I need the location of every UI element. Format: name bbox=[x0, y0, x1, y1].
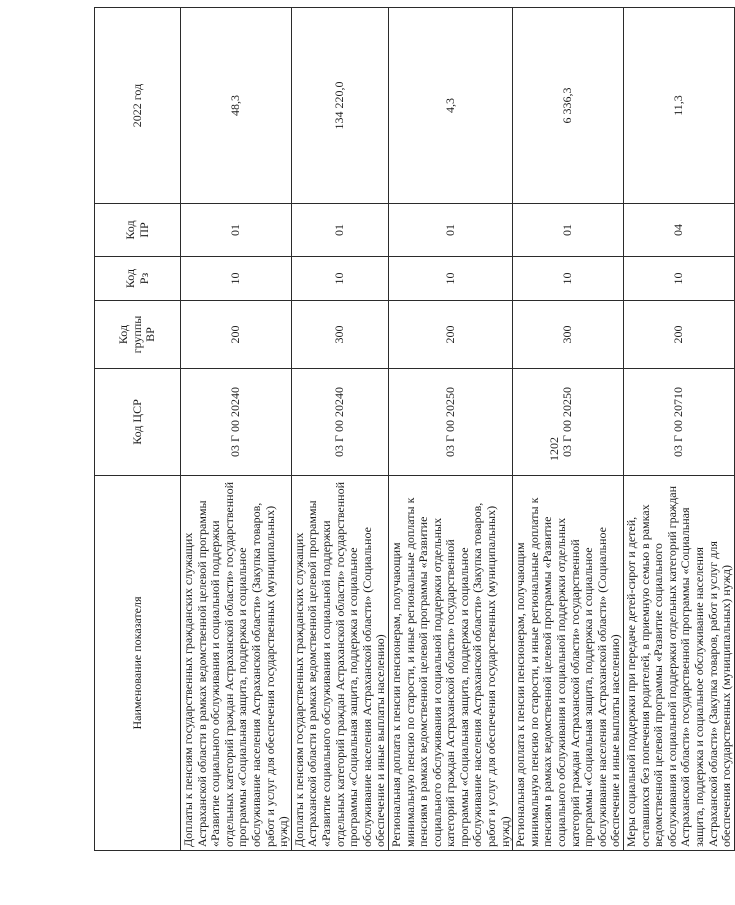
table-row bbox=[513, 8, 624, 851]
row-rz: 10 bbox=[181, 257, 292, 301]
row-year: 4,3 bbox=[388, 8, 512, 204]
row-name: Доплаты к пенсиям государственных гражданских служащих Астраханской области в рамках ведомственной целевой программы «Развитие социального обслуживания и социальной поддержки отдельных категорий граждан Астраханской области» государственной программы «Социальная защита, поддержка и социальное обслуживание населения Астраханской области» (Социальное обеспечение и иные выплаты населению) bbox=[291, 476, 388, 851]
rotated-page bbox=[94, 8, 734, 856]
row-pr: 01 bbox=[181, 204, 292, 257]
row-name: Доплаты к пенсиям государственных гражданских служащих Астраханской области в рамках ведомственной целевой программы «Развитие социального обслуживания и социальной поддержки отдельных категорий граждан Астраханской области» государственной программы «Социальная защита, поддержка и социальное обслуживание населения Астраханской области» (Закупка товаров, работ и услуг для обеспечения государственных (муниципальных) нужд) bbox=[181, 476, 292, 851]
row-year: 134 220,0 bbox=[291, 8, 388, 204]
row-pr: 01 bbox=[388, 204, 512, 257]
budget-table bbox=[94, 7, 735, 851]
header-year: 2022 год bbox=[95, 8, 181, 204]
page-number: 1202 bbox=[547, 437, 561, 461]
header-pr bbox=[95, 204, 181, 257]
row-year: 11,3 bbox=[624, 8, 735, 204]
header-rz bbox=[95, 257, 181, 301]
row-pr: 04 bbox=[624, 204, 735, 257]
row-csr: 03 Г 00 20250 bbox=[513, 369, 624, 476]
header-group-vr-line: Код bbox=[116, 324, 131, 345]
row-csr: 03 Г 00 20240 bbox=[181, 369, 292, 476]
row-group-vr: 300 bbox=[513, 301, 624, 369]
row-csr: 03 Г 00 20710 bbox=[624, 369, 735, 476]
row-name: Меры социальной поддержки при передаче детей-сирот и детей, оставшихся без попечения родителей, в приемную семью в рамках ведомственной целевой программы «Развитие социального обслуживания и социальной поддержки отдельных категорий граждан Астраханской области» государственной программы «Социальная защита, поддержка и социальное обслуживание населения Астраханской области» (Закупка товаров, работ и услуг для обеспечения государственных (муниципальных) нужд) bbox=[624, 476, 735, 851]
row-rz: 10 bbox=[291, 257, 388, 301]
header-rz-line: Код bbox=[122, 268, 137, 289]
row-rz: 10 bbox=[513, 257, 624, 301]
table-header-row bbox=[95, 8, 181, 851]
row-group-vr: 200 bbox=[181, 301, 292, 369]
header-group-vr bbox=[95, 301, 181, 369]
row-csr: 03 Г 00 20240 bbox=[291, 369, 388, 476]
header-rz-line: Рз bbox=[136, 272, 151, 285]
header-csr: Код ЦСР bbox=[95, 369, 181, 476]
header-group-vr-line: группы bbox=[129, 315, 144, 354]
table-row bbox=[388, 8, 512, 851]
row-group-vr: 200 bbox=[624, 301, 735, 369]
table-row bbox=[291, 8, 388, 851]
header-group-vr-line: ВР bbox=[143, 327, 158, 342]
row-year: 48,3 bbox=[181, 8, 292, 204]
header-pr-line: Код bbox=[122, 220, 137, 240]
header-name: Наименование показателя bbox=[95, 476, 181, 851]
row-group-vr: 300 bbox=[291, 301, 388, 369]
row-name: Региональная доплата к пенсии пенсионерам, получающим минимальную пенсию по старости, и иные региональные доплаты к пенсиям в рамках ведомственной целевой программы «Развитие социального обслуживания и социальной поддержки отдельных категорий граждан Астраханской области» государственной программы «Социальная защита, поддержка и социальное обслуживание населения Астраханской области» (Закупка товаров, работ и услуг для обеспечения государственных (муниципальных) нужд) bbox=[388, 476, 512, 851]
row-pr: 01 bbox=[291, 204, 388, 257]
row-rz: 10 bbox=[388, 257, 512, 301]
header-pr-line: ПР bbox=[136, 222, 151, 238]
row-group-vr: 200 bbox=[388, 301, 512, 369]
row-year: 6 336,3 bbox=[513, 8, 624, 204]
row-rz: 10 bbox=[624, 257, 735, 301]
row-pr: 01 bbox=[513, 204, 624, 257]
row-csr: 03 Г 00 20250 bbox=[388, 369, 512, 476]
table-row bbox=[181, 8, 292, 851]
row-name: Региональная доплата к пенсии пенсионерам, получающим минимальную пенсию по старости, и иные региональные доплаты к пенсиям в рамках ведомственной целевой программы «Развитие социального обслуживания и социальной поддержки отдельных категорий граждан Астраханской области» государственной программы «Социальная защита, поддержка и социальное обслуживание населения Астраханской области» (Социальное обеспечение и иные выплаты населению) bbox=[513, 476, 624, 851]
table-row bbox=[624, 8, 735, 851]
